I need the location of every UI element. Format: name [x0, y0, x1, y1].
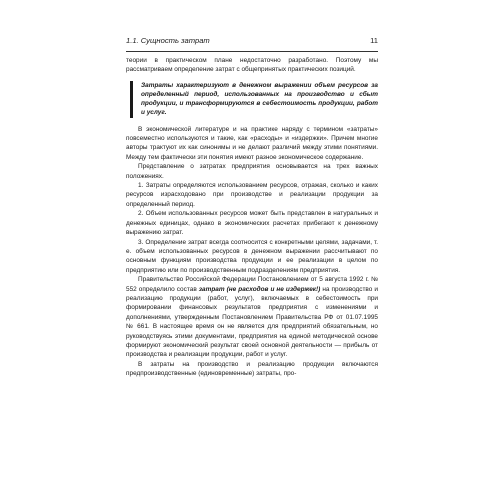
book-page: [126, 36, 378, 379]
page-number: 11: [370, 36, 378, 45]
paragraph-decree: [126, 275, 378, 360]
intro-paragraph: теории в практическом плане недостаточно разработано. Поэтому мы рассматриваем определение затрат с общепринятых практических позиций.: [126, 57, 378, 74]
paragraph-terms: В экономической литературе и на практике наряду с термином «затраты» повсеместно используются и такие, как «расходы» и «издержки». Причем многие авторы трактуют их как синонимы и не делают различий между этими понятиями. Между тем фактически эти понятия имеют разное экономическое содержание.: [126, 125, 378, 161]
running-header: [126, 36, 378, 48]
header-divider: [126, 51, 378, 52]
chapter-title: 1.1. Сущность затрат: [126, 36, 210, 45]
paragraph-point-2: 2. Объем использованных ресурсов может быть представлен в натуральных и денежных единицах, однако в экономических расчетах прибегают к денежному выражению затрат.: [126, 210, 378, 237]
decree-emphasis: затрат (не расходов и не издержек!): [198, 285, 321, 293]
decree-text-after: на производство и реализацию продукции (работ, услуг), включаемых в себестоимость при формировании финансовых результатов предприятия с изменениями и дополнениями, утвержденным Постановлением Правительства РФ от 01.07.1995 № 661. В настоящее время он не является для предприятий обязательным, но руководствуясь этими документами, предприятия на единой методической основе формируют экономический результат своей основной деятельности — прибыль от производства и реализации продукции, работ и услуг.: [126, 285, 378, 359]
definition-callout: Затраты характеризуют в денежном выражении объем ресурсов за определенный период, использованных на производство и сбыт продукции, и трансформируются в себестоимость продукции, работ и услуг.: [130, 81, 378, 118]
paragraph-last: В затраты на производство и реализацию продукции включаются предпроизводственные (единовременные) затраты, про-: [126, 360, 378, 378]
decree-text-before: Правительство Российской Федерации Постановлением от 5 августа 1992 г. № 552 определило состав: [126, 276, 378, 293]
paragraph-point-1: 1. Затраты определяются использованием ресурсов, отражая, сколько и каких ресурсов израсходовано при производстве и реализации продукции за определенный период.: [126, 182, 378, 208]
paragraph-positions: Представление о затратах предприятия основывается на трех важных положениях.: [126, 163, 378, 180]
paragraph-point-3: 3. Определение затрат всегда соотносится с конкретными целями, задачами, т. е. объем использованных ресурсов в денежном выражении рассчитывают по основным функциям производства продукции и ее реализации в целом по предприятию или по производственным подразделениям предприятия.: [126, 238, 378, 274]
